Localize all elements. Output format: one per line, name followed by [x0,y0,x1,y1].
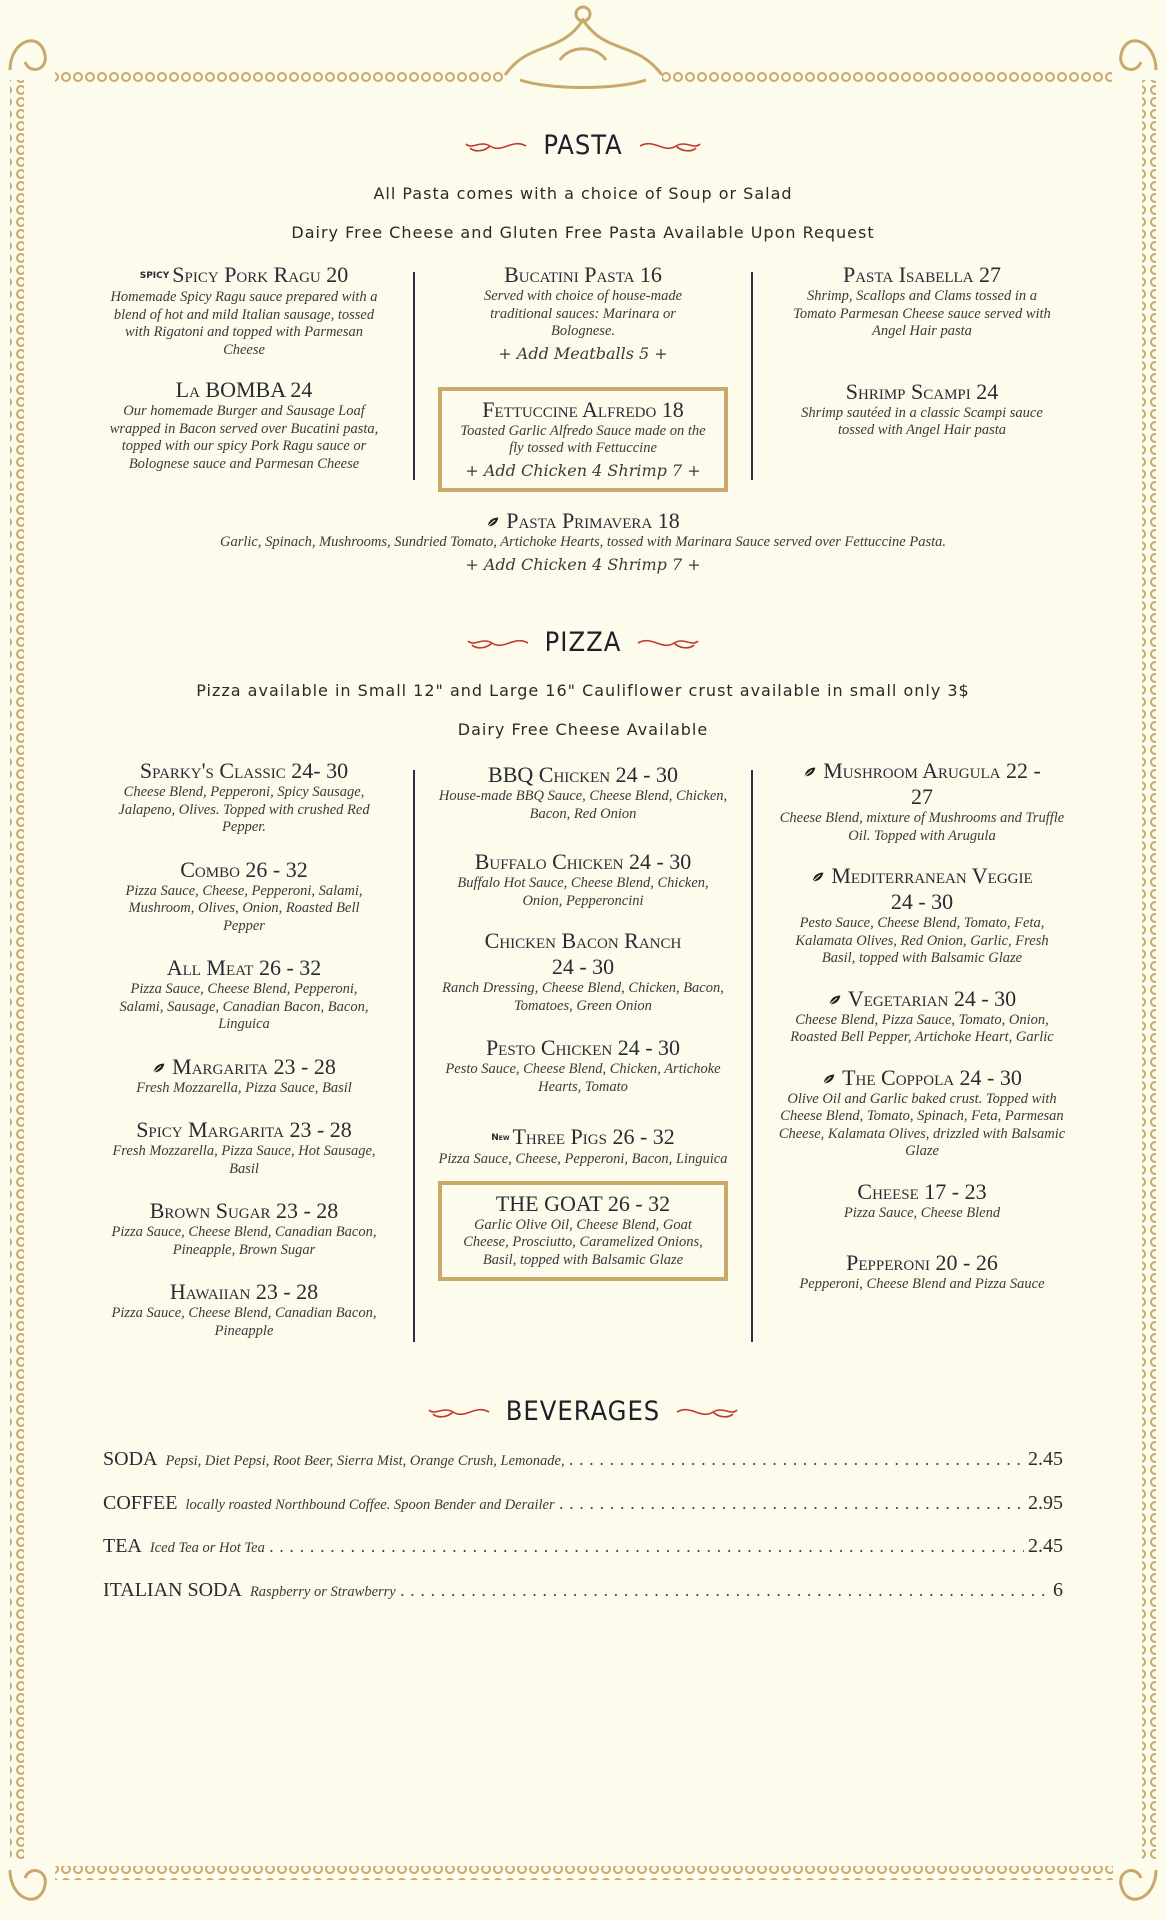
beverage-description: Iced Tea or Hot Tea [149,1540,265,1556]
column-divider [751,770,753,1342]
leaf-icon [803,766,817,778]
item-name: Spicy Pork Ragu 20 [172,262,349,287]
item-name: Margarita 23 - 28 [172,1053,336,1079]
leaf-icon [811,871,825,883]
menu-item-shrimp-scampi [786,379,1058,440]
item-name: Pesto Chicken 24 - 30 [485,1035,681,1060]
item-description: Buffalo Hot Sauce, Cheese Blend, Chicken, Onion, Pepperoncini [457,875,709,909]
item-name: Cheese 17 - 23 [857,1178,987,1204]
item-name: Shrimp Scampi 24 [845,378,999,404]
item-description: Pizza Sauce, Cheese, Pepperoni, Bacon, Linguica [438,1151,728,1167]
flourish-left-icon [464,633,530,653]
menu-item-spicy-margarita [108,1117,380,1178]
item-price: 24 - 30 [551,954,615,979]
item-description: Pesto Sauce, Cheese Blend, Tomato, Feta, Kalamata Olives, Red Onion, Garlic, Fresh Basil, topped with Balsamic Glaze [795,915,1049,966]
beverage-price: 2.95 [1028,1492,1063,1514]
beverage-row-italian-soda [103,1579,1063,1602]
pizza-column-left [108,758,380,1340]
pizza-note-dairy-free: Dairy Free Cheese Available [457,720,709,739]
menu-item-bucatini [438,262,728,363]
pizza-column-middle [438,762,728,1281]
item-addon: + Add Chicken 4 Shrimp 7 + [465,554,701,574]
item-description: Shrimp sautéed in a classic Scampi sauce tossed with Angel Hair pasta [801,404,1043,438]
menu-item-pasta-primavera [140,508,1026,574]
pasta-column-middle [438,262,728,492]
item-name: Buffalo Chicken 24 - 30 [474,849,692,874]
flourish-right-icon [636,633,702,653]
item-name: Mushroom Arugula 22 - [823,758,1041,783]
item-description: Served with choice of house-made traditional sauces: Marinara or Bolognese. [483,288,683,339]
pizza-note-sizes: Pizza available in Small 12" and Large 16" Cauliflower crust available in small only 3$ [196,681,970,700]
beverage-description: locally roasted Northbound Coffee. Spoon Bender and Derailer [185,1497,555,1513]
leaf-icon [822,1073,836,1085]
menu-item-sparkys-classic [108,758,380,837]
menu-item-spicy-pork-ragu [108,262,380,359]
menu-item-three-pigs [438,1124,728,1169]
item-name: Bucatini Pasta 16 [504,262,662,287]
beverage-description: Pepsi, Diet Pepsi, Root Beer, Sierra Mist, Orange Crush, Lemonade, [165,1453,565,1469]
menu-item-pepperoni [778,1250,1066,1294]
flourish-left-icon [462,136,528,156]
menu-item-the-goat [438,1181,728,1282]
item-name: Combo 26 - 32 [180,856,308,882]
leaf-icon [152,1062,166,1074]
item-price: 24 - 30 [890,889,954,914]
item-name: BBQ Chicken 24 - 30 [488,762,678,787]
item-name: Mediterranean Veggie [831,863,1033,888]
item-description: Ranch Dressing, Cheese Blend, Chicken, Bacon, Tomatoes, Green Onion [442,980,724,1014]
item-description: Pizza Sauce, Cheese Blend, Canadian Bacon, Pineapple [111,1305,377,1339]
item-description: Pizza Sauce, Cheese Blend [843,1204,1001,1221]
dot-leader [400,1581,1049,1600]
menu-item-combo [108,857,380,936]
flourish-right-icon [638,136,704,156]
menu-item-fettuccine-alfredo [438,387,728,492]
beverage-name: SODA [103,1448,158,1470]
beverage-price: 6 [1053,1579,1063,1601]
item-description: Cheese Blend, Pepperoni, Spicy Sausage, Jalapeno, Olives. Topped with crushed Red Pepper. [118,784,370,835]
menu-item-la-bomba [108,377,380,473]
menu-item-cheese [778,1179,1066,1223]
pasta-note-soup-salad: All Pasta comes with a choice of Soup or Salad [373,184,793,203]
menu-item-hawaiian [108,1279,380,1340]
item-name: All Meat 26 - 32 [166,955,322,980]
item-description: Pizza Sauce, Cheese, Pepperoni, Salami, Mushroom, Olives, Onion, Roasted Bell Pepper [125,882,363,934]
menu-item-bbq-chicken [438,762,728,823]
item-addon: + Add Meatballs 5 + [498,343,668,363]
beverage-name: TEA [103,1535,142,1557]
item-description: Pizza Sauce, Cheese Blend, Canadian Bacon, Pineapple, Brown Sugar [111,1224,377,1258]
leaf-icon [828,994,842,1006]
item-name: Pasta Primavera 18 [506,508,680,533]
item-name: Pepperoni 20 - 26 [846,1250,998,1275]
item-description: Cheese Blend, Pizza Sauce, Tomato, Onion, Roasted Bell Pepper, Artichoke Heart, Garlic [790,1011,1054,1045]
item-description: Pepperoni, Cheese Blend and Pizza Sauce [799,1276,1045,1292]
item-addon: + Add Chicken 4 Shrimp 7 + [465,460,701,480]
beverage-row-coffee [103,1492,1063,1515]
pasta-section-header [0,130,1166,161]
leaf-icon [486,516,500,528]
item-description: Fresh Mozzarella, Pizza Sauce, Hot Sausage, Basil [112,1143,376,1177]
spicy-badge: SPICY [139,271,170,281]
menu-item-buffalo-chicken [438,849,728,910]
pizza-title: PIZZA [544,627,622,658]
menu-item-all-meat [108,955,380,1034]
menu-item-chicken-bacon-ranch [438,928,728,1015]
dot-leader [559,1494,1024,1513]
new-badge: New [491,1133,510,1143]
pasta-column-left [108,262,380,473]
item-description: Garlic, Spinach, Mushrooms, Sundried Tomato, Artichoke Hearts, tossed with Marinara Sauce served over Fettuccine Pasta. [220,534,946,550]
item-name: Vegetarian 24 - 30 [847,985,1017,1011]
pasta-column-right [786,262,1058,440]
item-name: THE GOAT 26 - 32 [495,1190,671,1216]
column-divider [413,770,415,1342]
item-description: Garlic Olive Oil, Cheese Blend, Goat Cheese, Prosciutto, Caramelized Onions, Basil, topped with Balsamic Glaze [463,1216,703,1268]
item-description: Fresh Mozzarella, Pizza Sauce, Basil [136,1079,352,1096]
beverage-name: COFFEE [103,1492,178,1514]
item-name: Hawaiian 23 - 28 [169,1279,319,1304]
pasta-note-dairy-free: Dairy Free Cheese and Gluten Free Pasta Available Upon Request [291,223,875,242]
column-divider [751,272,753,480]
dot-leader [269,1537,1024,1556]
item-price: 27 [911,784,933,809]
item-name: The Coppola 24 - 30 [842,1064,1022,1090]
dot-leader [569,1450,1024,1469]
beverages-title: BEVERAGES [505,1396,661,1427]
menu-item-pesto-chicken [438,1035,728,1096]
menu-item-brown-sugar [108,1198,380,1259]
item-description: Homemade Spicy Ragu sauce prepared with a blend of hot and mild Italian sausage, tossed with Rigatoni and topped with Parmesan Cheese [110,289,378,358]
pizza-section-header [0,627,1166,658]
item-description: Pizza Sauce, Cheese Blend, Pepperoni, Salami, Sausage, Canadian Bacon, Bacon, Linguica [119,981,369,1032]
beverage-price: 2.45 [1028,1448,1063,1470]
item-description: Toasted Garlic Alfredo Sauce made on the fly tossed with Fettuccine [460,422,706,456]
item-description: Olive Oil and Garlic baked crust. Topped with Cheese Blend, Tomato, Spinach, Feta, Parmesan Cheese, Kalamata Olives, drizzled with Balsamic Glaze [778,1090,1066,1159]
item-description: Shrimp, Scallops and Clams tossed in a Tomato Parmesan Cheese sauce served with Angel Hair pasta [793,288,1051,339]
beverage-name: ITALIAN SODA [103,1579,242,1601]
pasta-title: PASTA [543,130,623,161]
item-description: Pesto Sauce, Cheese Blend, Chicken, Artichoke Hearts, Tomato [445,1061,721,1095]
menu-item-mushroom-arugula [778,758,1066,845]
item-name: Chicken Bacon Ranch [484,928,682,953]
item-description: Our homemade Burger and Sausage Loaf wrapped in Bacon served over Bucatini pasta, topped with our spicy Pork Ragu sauce or Bolognese sauce and Parmesan Cheese [109,403,379,472]
column-divider [413,272,415,480]
item-name: La BOMBA 24 [175,377,313,402]
menu-item-vegetarian [778,986,1066,1047]
beverages-section-header [0,1396,1166,1427]
menu-item-margarita [108,1054,380,1098]
pizza-column-right [778,758,1066,1294]
beverage-row-soda [103,1448,1063,1471]
menu-item-mediterranean-veggie [778,863,1066,968]
item-name: Sparky's Classic 24- 30 [139,758,349,783]
menu-item-pasta-isabella [786,262,1058,341]
item-description: Cheese Blend, mixture of Mushrooms and Truffle Oil. Topped with Arugula [779,810,1065,844]
item-name: Three Pigs 26 - 32 [512,1124,675,1149]
item-description: House-made BBQ Sauce, Cheese Blend, Chicken, Bacon, Red Onion [438,788,728,822]
item-name: Spicy Margarita 23 - 28 [136,1117,352,1142]
item-name: Fettuccine Alfredo 18 [482,396,684,422]
menu-item-the-coppola [778,1065,1066,1161]
item-name: Pasta Isabella 27 [842,262,1002,287]
item-name: Brown Sugar 23 - 28 [149,1198,339,1223]
flourish-left-icon [425,1402,491,1422]
flourish-right-icon [675,1402,741,1422]
beverage-price: 2.45 [1028,1535,1063,1557]
beverage-description: Raspberry or Strawberry [249,1584,396,1600]
beverage-row-tea [103,1535,1063,1558]
